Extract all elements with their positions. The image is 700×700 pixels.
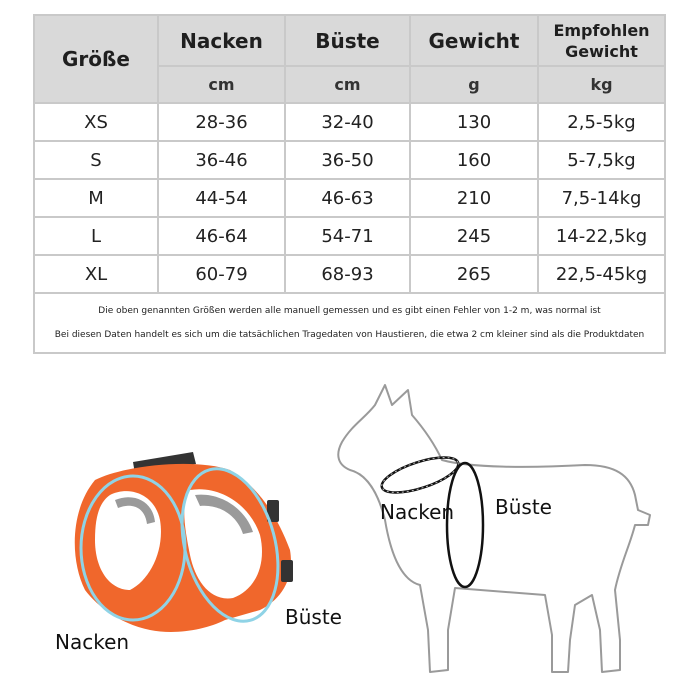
dog-outline [338, 385, 650, 672]
cell-weight: 245 [410, 217, 538, 255]
header-chest [285, 15, 410, 66]
cell-neck: 46-64 [158, 217, 285, 255]
harness-neck-label: Nacken [55, 630, 130, 654]
unit-recommended [538, 66, 665, 103]
cell-weight: 210 [410, 179, 538, 217]
table-notes [34, 293, 665, 353]
cell-size: L [34, 217, 158, 255]
cell-recommended: 2,5-5kg [538, 103, 665, 141]
note-line-1: Die oben genannten Größen werden alle manuell gemessen und es gibt einen Fehler von 1-2 m, was normal ist [98, 306, 601, 316]
cell-recommended: 7,5-14kg [538, 179, 665, 217]
dog-illustration [330, 380, 670, 680]
cell-chest: 68-93 [285, 255, 410, 293]
table-row [34, 141, 665, 179]
table-row [34, 255, 665, 293]
header-recommended-line2: Gewicht [565, 41, 638, 61]
table-row [34, 103, 665, 141]
cell-size: M [34, 179, 158, 217]
unit-weight [410, 66, 538, 103]
unit-recommended-label: kg [590, 75, 613, 94]
harness-buckle [281, 560, 293, 582]
header-chest-label: Büste [315, 28, 380, 53]
cell-neck: 60-79 [158, 255, 285, 293]
header-size-label: Größe [62, 47, 130, 71]
harness-chest-label: Büste [285, 605, 342, 629]
cell-weight: 160 [410, 141, 538, 179]
cell-recommended: 22,5-45kg [538, 255, 665, 293]
cell-recommended: 14-22,5kg [538, 217, 665, 255]
cell-weight: 130 [410, 103, 538, 141]
header-neck [158, 15, 285, 66]
unit-chest-label: cm [334, 75, 361, 94]
cell-neck: 28-36 [158, 103, 285, 141]
cell-neck: 36-46 [158, 141, 285, 179]
cell-size: XL [34, 255, 158, 293]
header-neck-label: Nacken [180, 28, 263, 53]
header-size [34, 15, 158, 103]
harness-illustration [55, 440, 315, 650]
cell-size: S [34, 141, 158, 179]
unit-weight-label: g [468, 75, 480, 94]
dog-neck-label: Nacken [380, 500, 455, 524]
unit-neck-label: cm [208, 75, 235, 94]
cell-size: XS [34, 103, 158, 141]
unit-chest [285, 66, 410, 103]
header-recommended [538, 15, 665, 66]
size-chart-table [33, 14, 666, 354]
cell-chest: 32-40 [285, 103, 410, 141]
dog-chest-label: Büste [495, 495, 552, 519]
cell-chest: 36-50 [285, 141, 410, 179]
note-line-2: Bei diesen Daten handelt es sich um die tatsächlichen Tragedaten von Haustieren, die etwa 2 cm kleiner sind als die Produktdaten [54, 330, 645, 340]
header-weight-label: Gewicht [428, 28, 520, 53]
unit-neck [158, 66, 285, 103]
table-row [34, 179, 665, 217]
cell-neck: 44-54 [158, 179, 285, 217]
header-weight [410, 15, 538, 66]
cell-chest: 54-71 [285, 217, 410, 255]
cell-recommended: 5-7,5kg [538, 141, 665, 179]
table-row [34, 217, 665, 255]
header-recommended-line1: Empfohlen [553, 20, 650, 40]
cell-chest: 46-63 [285, 179, 410, 217]
cell-weight: 265 [410, 255, 538, 293]
